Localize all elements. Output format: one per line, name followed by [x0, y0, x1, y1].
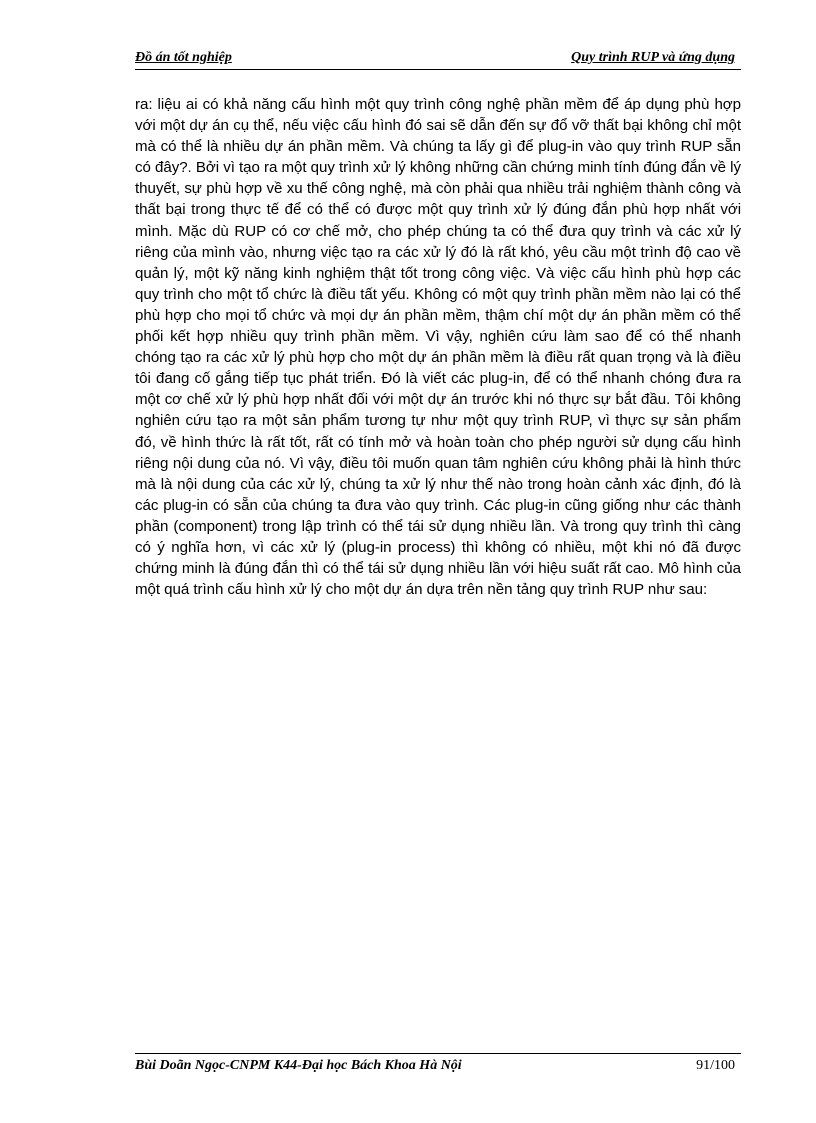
header-document-type: Đồ án tốt nghiệp — [135, 50, 232, 65]
header-document-title: Quy trình RUP và ứng dụng — [571, 50, 735, 65]
body-paragraph: ra: liệu ai có khả năng cấu hình một quy trình công nghệ phần mềm để áp dụng phù hợp với một dự án cụ thể, nếu việc cấu hình đó sai sẽ dẫn đến sự đổ vỡ thất bại không chỉ một mà có thể là nhiều dự án phần mềm. Và chúng ta lấy gì để plug-in vào quy trình RUP sẵn có đây?. Bởi vì tạo ra một quy trình xử lý không những cần chứng minh tính đúng đắn về lý thuyết, sự phù hợp về xu thế công nghệ, mà còn phải qua nhiều trải nghiệm thành công và thất bại trong thực tế để có thể có được một quy trình xử lý đúng đắn phù hợp nhất với mình. Mặc dù RUP có cơ chế mở, cho phép chúng ta có thể đưa quy trình và các xử lý riêng của mình vào, nhưng việc tạo ra các xử lý đó là rất khó, yêu cầu một trình độ cao về quản lý, một kỹ năng kinh nghiệm thật tốt trong công việc. Và việc cấu hình phù hợp các quy trình cho một tổ chức là điều tất yếu. Không có một quy trình phần mềm nào lại có thể phù hợp cho mọi tổ chức và mọi dự án phần mềm, thậm chí một dự án phần mềm có thể phối kết hợp nhiều quy trình phần mềm. Vì vậy, nghiên cứu làm sao để có thể nhanh chóng tạo ra các xử lý phù hợp cho một dự án phần mềm là điều rất quan trọng và là điều tôi đang cố gắng tiếp tục phát triển. Đó là viết các plug-in, để có thể nhanh chóng đưa ra một cơ chế xử lý phù hợp nhất đối với một dự án trước khi nó thực sự bắt đầu. Tôi không nghiên cứu tạo ra một sản phẩm tương tự như một quy trình RUP, vì thực sự sản phẩm đó, về hình thức là rất tốt, rất có tính mở và hoàn toàn cho phép người sử dụng cấu hình riêng nội dung của nó. Vì vậy, điều tôi muốn quan tâm nghiên cứu không phải là hình thức mà là nội dung của các xử lý, chúng ta xử lý như thế nào trong hoàn cảnh xác định, đó là các plug-in có sẵn của chúng ta đưa vào quy trình. Các plug-in cũng giống như các thành phần (component) trong lập trình có thể tái sử dụng nhiều lần. Và trong quy trình thì càng có ý nghĩa hơn, vì các xử lý (plug-in process) thì không có nhiều, một khi nó đã được chứng minh là đúng đắn thì có thể tái sử dụng nhiều lần với hiệu suất rất cao. Mô hình của một quá trình cấu hình xử lý cho một dự án dựa trên nền tảng quy trình RUP như sau: — [135, 96, 741, 599]
footer-author: Bùi Doãn Ngọc-CNPM K44-Đại học Bách Khoa Hà Nội — [135, 1058, 462, 1073]
page-number: 91/100 — [696, 1058, 735, 1073]
page-header — [135, 49, 741, 70]
page-footer — [135, 1053, 741, 1078]
